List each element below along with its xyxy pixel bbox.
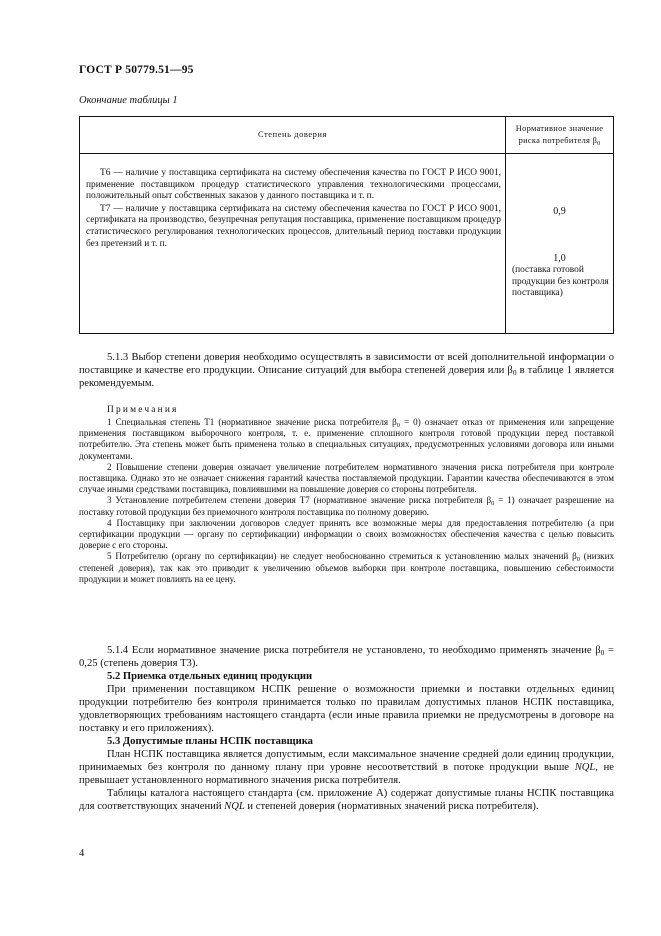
risk-header-line2: риска потребителя β [518,136,598,145]
note-3-text: 3 Установление потребителем степени доверия Т7 (нормативное значение риска потребителя β [107,495,492,506]
paragraph-5-1-3 [79,351,614,390]
notes-block [79,417,614,585]
section-5-2-heading: 5.2 Приемка отдельных единиц продукции [107,671,313,682]
beta-subscript: 0 [576,556,580,564]
degree-t6: Т6 — наличие у поставщика сертификата на систему обеспечения качества по ГОСТ Р ИСО 9001, применение поставщиком процедур статистического управления технологическими процессами, положительный опыт собственных заказов у данного поставщика и т. п. [86,168,501,202]
section-5-3-paragraph-2 [79,787,614,813]
beta-subscript: 0 [600,648,605,657]
note-5-text-end: (низких степеней доверия), так как это приводит к увеличению объемов выборки при контроле поставщика, повышению себестоимости продукции и может повлиять на ее цену. [79,551,614,584]
beta-subscript: 0 [491,500,495,508]
document-header: ГОСТ Р 50779.51—95 [79,64,194,76]
section-5-3-paragraph-1 [79,748,614,787]
value-t7-note: (поставка готовой продукции без контроля поставщика) [512,265,609,299]
section-5-3-p2-text: Таблицы каталога настоящего стандарта (см. приложение А) содержат допустимые планы НСПК поставщика для соответствующих значений [79,788,614,812]
para-5-1-4-text: 5.1.4 Если нормативное значение риска потребителя не установлено, то необходимо применять значение β [107,645,601,656]
para-5-1-4-text-end: = 0,25 (степень доверия Т3). [79,645,614,669]
note-3-text-end: = 1) означает разрешение на поставку готовой продукции без приемочного контроля поставщика по полному доверию. [79,495,614,517]
note-3 [79,495,614,517]
beta-subscript: 0 [512,368,517,377]
section-5-3-p1-text: План НСПК поставщика является допустимым, если максимальное значение средней доли единиц продукции, принимаемых без контроля по данному плану при уровне несоответствий в потоке продукции выше [79,749,614,773]
note-1-text: 1 Специальная степень Т1 (нормативное значение риска потребителя β [107,417,397,427]
section-5-3-heading: 5.3 Допустимые планы НСПК поставщика [107,736,313,747]
table-row [80,154,614,334]
section-5-3-p1-text-end: , не превышает установленного нормативного значения риска потребителя. [79,762,614,786]
note-1 [79,417,614,462]
degree-t7: Т7 — наличие у поставщика сертификата на систему обеспечения качества по ГОСТ Р ИСО 9001, сертификата на производство, безупречная репутация поставщика, применение поставщиком процедур статистического регулирования технологических процессов, длительный период поставки продукции без претензий и т. п. [86,203,501,249]
section-5-2-text: При применении поставщиком НСПК решение о возможности приемки и поставки отдельных единиц продукции потребителю без контроля принимается только по правилам допустимых планов НСПК поставщика, удовлетворяющих требованиям настоящего стандарта (если иные правила приемки не предусмотрены в договоре на поставку и его приложениях). [79,684,614,734]
value-t6: 0,9 [553,206,566,217]
table-header-row [80,117,614,154]
beta-subscript: 0 [396,422,400,429]
para-5-1-3-text: 5.1.3 Выбор степени доверия необходимо осуществлять в зависимости от всей дополнительной информации о поставщике и качестве его продукции. Описание ситуаций для выбора степеней доверия или β [79,352,614,376]
column-header-risk-value [506,117,614,154]
value-t7: 1,0 [553,253,566,264]
note-1-text-end: = 0) означает отказ от применения или запрещение применения поставщиком выборочного контроля, т. е. применение сплошного контроля готовой продукции перед поставкой потребителю. Эта степень может быть применена только в специальных ситуациях, предусмотренных условиями договора или иными документами. [79,417,614,461]
para-5-1-3-text-end: в таблице 1 является рекомендуемым. [79,365,614,389]
beta-subscript: 0 [597,141,601,147]
nql-term: NQL [574,762,596,773]
risk-header-line1: Нормативное значение [515,124,604,133]
note-5-text: 5 Потребителю (органу по сертификации) не следует необоснованно стремиться к установлению малых значений β [107,551,577,562]
note-2: 2 Повышение степени доверия означает увеличение потребителем нормативного значения риска потребителя при контроле поставщика. Однако это не означает снижения гарантий качества поставляемой продукции. Гарантии качества обеспечиваются в этом случае иными средствами поставщика, повлиявшими на повышение доверия со стороны потребителя. [79,461,614,495]
sections-block [79,644,614,813]
notes-title: Примечания [107,405,179,415]
trust-degree-table [79,116,614,334]
paragraph-5-1-4 [79,644,614,670]
section-5-3-p2-text-end: и степеней доверия (нормативных значений риска потребителя). [244,801,539,812]
trust-degree-cell [80,154,506,334]
note-5 [79,551,614,585]
note-4: 4 Поставщику при заключении договоров следует принять все возможные меры для предоставления потребителю (а при сертификации продукции — органу по сертификации) информации о своих возможностях обеспечения качества с целью повысить доверие с его стороны. [79,517,614,551]
page-number: 4 [79,848,85,859]
column-header-trust-degree: Степень доверия [80,117,506,154]
table-caption: Окончание таблицы 1 [79,95,178,106]
risk-value-cell [506,154,614,334]
nql-term: NQL [224,801,245,812]
